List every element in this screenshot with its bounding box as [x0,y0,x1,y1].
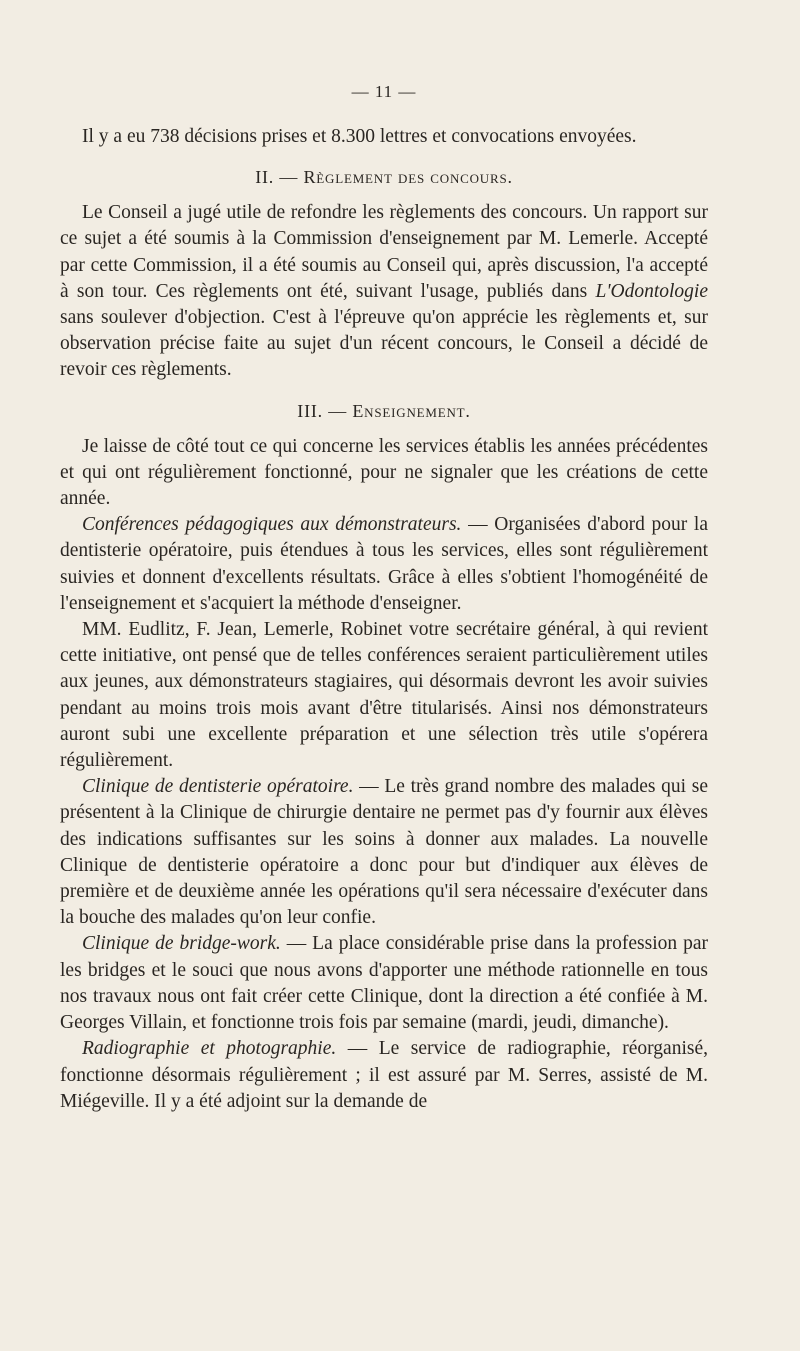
clinique-bridge-paragraph [60,931,708,1036]
conferences-text: — Organisées d'abord pour la dentisterie opératoire, puis étendues à tous les services, elles sont régulièrement suivies et donnent d'excellents résultats. Grâce à elles s'obtient l'homogénéité de l'enseignement et s'acquiert la méthode d'enseigner. [60,514,708,614]
enseignement-intro-paragraph: Je laisse de côté tout ce qui concerne les services établis les années précédentes et qui ont régulièrement fonctionné, pour ne signaler que les créations de cette année. [60,435,708,510]
conferences-paragraph [60,512,708,617]
radiographie-title: Radiographie et photographie. [82,1038,337,1060]
clinique-bridge-title: Clinique de bridge-work. [82,933,281,955]
reglement-text: Le Conseil a jugé utile de refondre les règlements des concours. Un rapport sur ce sujet a été soumis à la Commission d'enseignement par M. Lemerle. Accepté par cette Commission, il a été soumis au Conseil qui, après discussion, l'a accepté à son tour. Ces règlements ont été, suivant l'usage, publiés dans [60,202,708,302]
clinique-dentisterie-paragraph [60,774,708,931]
section-heading-enseignement [60,398,708,424]
conferences-title: Conférences pédagogiques aux démonstrateurs. [82,514,462,536]
page-number: — 11 — [351,82,417,101]
intro-paragraph: Il y a eu 738 décisions prises et 8.300 lettres et convocations envoyées. [82,126,637,147]
section-heading-reglement [60,164,708,190]
clinique-dentisterie-title: Clinique de dentisterie opératoire. [82,776,354,798]
section-title: Enseignement. [352,400,471,421]
journal-title: L'Odontologie [595,280,708,302]
section-number: III. — [297,400,353,421]
radiographie-text: — Le service de radiographie, réorganisé, fonctionne désormais régulièrement ; il est assuré par M. Serres, assisté de M. Miégeville. Il y a été adjoint sur la demande de [60,1038,708,1112]
section-title: Règlement des concours. [303,167,513,188]
clinique-dentisterie-text: — Le très grand nombre des malades qui se présentent à la Clinique de chirurgie dentaire ne permet pas d'y fournir aux élèves des indications suffisantes sur les soins à donner aux malades. La nouvelle Clinique de dentisterie opératoire a donc pour but d'indiquer aux élèves de première et de deuxième année les opérations qu'il sera nécessaire d'exécuter dans la bouche des malades qu'on leur confie. [60,776,709,929]
reglement-paragraph [60,200,708,383]
initiative-paragraph: MM. Eudlitz, F. Jean, Lemerle, Robinet votre secrétaire général, à qui revient cette initiative, ont pensé que de telles conférences seraient particulièrement utiles aux jeunes, aux démonstrateurs stagiaires, qui désormais devront les avoir suivies pendant au moins trois mois avant d'être titularisés. Ainsi nos démonstrateurs auront subi une excellente préparation et une sélection très utile s'opérera régulièrement. [60,619,708,772]
clinique-bridge-text: — La place considérable prise dans la profession par les bridges et le souci que nous avons d'apporter une méthode rationnelle en tous nos travaux nous ont fait créer cette Clinique, dont la direction a été confiée à M. Georges Villain, et fonctionne trois fois par semaine (mardi, jeudi, dimanche). [60,933,708,1034]
radiographie-paragraph [60,1036,708,1115]
section-number: II. — [255,167,304,188]
reglement-text-end: sans soulever d'objection. C'est à l'épreuve qu'on apprécie les règlements et, sur observation précise faite au sujet d'un récent concours, le Conseil a décidé de revoir ces règlements. [60,307,708,381]
